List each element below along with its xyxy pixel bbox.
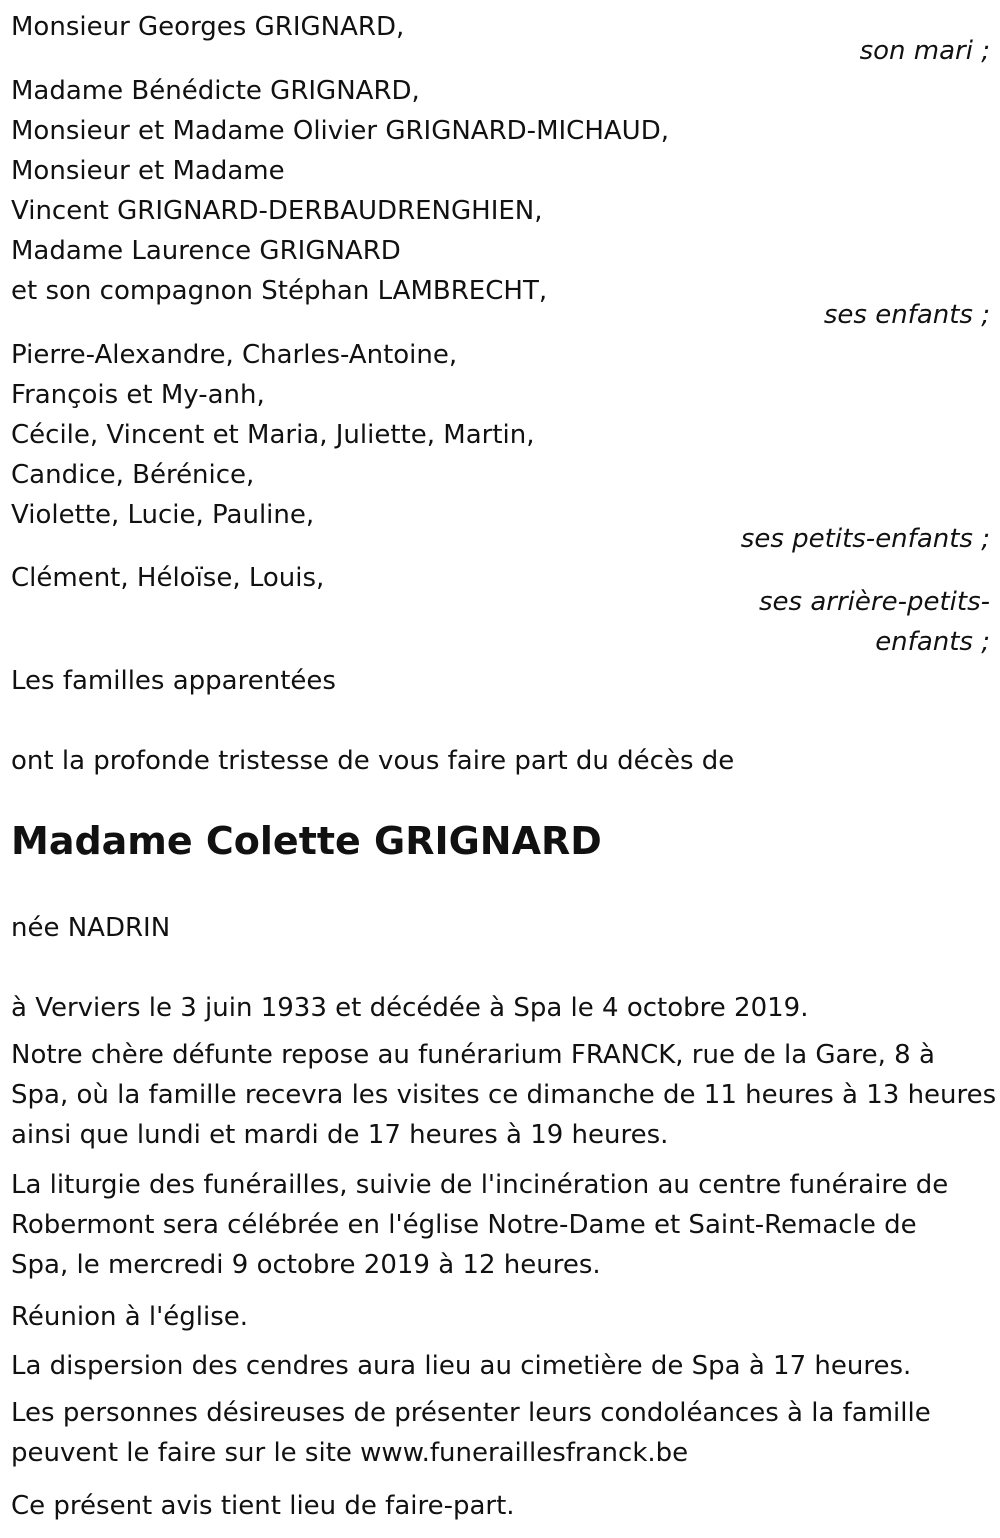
- closing-text: Ce présent avis tient lieu de faire-part.: [11, 1491, 515, 1521]
- great-grandchildren-relation: ses arrière-petits-: [759, 587, 990, 617]
- husband-relation: son mari ;: [859, 36, 990, 66]
- visitation-paragraph: [11, 1035, 997, 1155]
- paragraph-line: Notre chère défunte repose au funérarium FRANCK, rue de la Gare, 8 à: [11, 1040, 935, 1070]
- grandchild-line: François et My-anh,: [11, 380, 265, 410]
- maiden-name: née NADRIN: [11, 913, 171, 943]
- grandchild-line: Pierre-Alexandre, Charles-Antoine,: [11, 340, 458, 370]
- child-line: Madame Bénédicte GRIGNARD,: [11, 76, 420, 106]
- paragraph-line: La liturgie des funérailles, suivie de l'incinération au centre funéraire de: [11, 1170, 949, 1200]
- deceased-name: Madame Colette GRIGNARD: [11, 819, 602, 863]
- ashes-text: La dispersion des cendres aura lieu au cimetière de Spa à 17 heures.: [11, 1351, 912, 1381]
- paragraph-line: ainsi que lundi et mardi de 17 heures à 19 heures.: [11, 1120, 669, 1150]
- great-grandchild-line: Clément, Héloïse, Louis,: [11, 563, 325, 593]
- grandchild-line: Violette, Lucie, Pauline,: [11, 500, 315, 530]
- liturgy-paragraph: [11, 1165, 993, 1285]
- child-line: Monsieur et Madame: [11, 156, 285, 186]
- grandchild-line: Candice, Bérénice,: [11, 460, 255, 490]
- children-relation: ses enfants ;: [823, 300, 990, 330]
- condolences-paragraph: [11, 1393, 993, 1473]
- paragraph-line: Robermont sera célébrée en l'église Notre-Dame et Saint-Remacle de: [11, 1210, 917, 1240]
- grandchildren-relation: ses petits-enfants ;: [740, 524, 990, 554]
- related-families: Les familles apparentées: [11, 666, 336, 696]
- announcement-text: ont la profonde tristesse de vous faire part du décès de: [11, 746, 735, 776]
- child-line: Monsieur et Madame Olivier GRIGNARD-MICHAUD,: [11, 116, 669, 146]
- meeting-text: Réunion à l'église.: [11, 1302, 249, 1332]
- paragraph-line: peuvent le faire sur le site www.funeraillesfranck.be: [11, 1438, 689, 1468]
- birth-death-text: à Verviers le 3 juin 1933 et décédée à Spa le 4 octobre 2019.: [11, 993, 809, 1023]
- grandchild-line: Cécile, Vincent et Maria, Juliette, Martin,: [11, 420, 535, 450]
- paragraph-line: Spa, où la famille recevra les visites ce dimanche de 11 heures à 13 heures: [11, 1080, 997, 1110]
- child-line: Vincent GRIGNARD-DERBAUDRENGHIEN,: [11, 196, 543, 226]
- paragraph-line: Spa, le mercredi 9 octobre 2019 à 12 heures.: [11, 1250, 601, 1280]
- great-grandchildren-relation-cont: enfants ;: [875, 627, 990, 657]
- child-line: Madame Laurence GRIGNARD: [11, 236, 401, 266]
- husband-name: Monsieur Georges GRIGNARD,: [11, 12, 405, 42]
- child-line: et son compagnon Stéphan LAMBRECHT,: [11, 276, 548, 306]
- paragraph-line: Les personnes désireuses de présenter leurs condoléances à la famille: [11, 1398, 931, 1428]
